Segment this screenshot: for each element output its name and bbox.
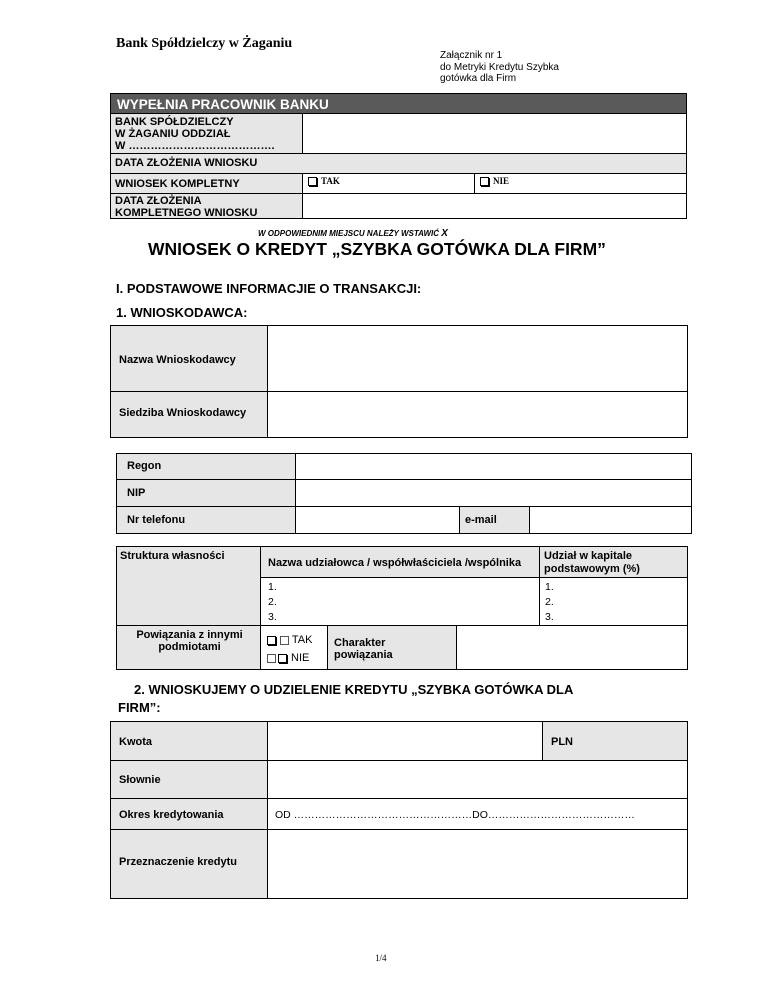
list-item: 3. [545,611,554,623]
instruction-text: W ODPOWIEDNIM MIEJSCU NALEŻY WSTAWIĆ [258,229,440,238]
relations-line: podmiotami [158,641,221,653]
list-item: 1. [545,581,554,593]
checkbox-icon[interactable] [267,636,276,645]
empty-square-icon [267,654,276,663]
no-option: NIE [493,176,510,186]
attachment-line: do Metryki Kredytu Szybka [440,61,559,73]
currency-label: PLN [551,736,573,748]
section2-title-line: 2. WNIOSKUJEMY O UDZIELENIE KREDYTU „SZYBKA GOTÓWKA DLA [134,682,574,697]
phone-label: Nr telefonu [127,514,186,526]
list-item: 2. [545,596,554,608]
nip-label-cell [116,479,296,507]
section1-title: I. PODSTAWOWE INFORMACJIE O TRANSAKCJI: [116,281,422,296]
phone-label-cell [116,506,296,534]
checkbox-icon[interactable] [308,177,317,186]
date-complete-label-cell [110,193,303,219]
relations-options [260,625,328,670]
applicant-name-label: Nazwa Wnioskodawcy [119,354,236,366]
list-item: 2. [268,596,277,608]
email-label: e-mail [465,514,497,526]
relations-label [117,629,262,653]
purpose-label: Przeznaczenie kredytu [119,856,237,868]
amount-label-cell [110,721,268,761]
branch-label [115,116,275,152]
attachment-note [440,50,559,85]
period-field[interactable] [267,798,688,830]
date-complete-field[interactable] [302,193,687,219]
share-values-field[interactable] [539,577,688,626]
nature-label [334,637,393,661]
complete-no-cell[interactable] [474,173,687,194]
currency-cell [542,721,688,761]
structure-label-cell [116,546,261,626]
list-item: 1. [268,581,277,593]
nip-field[interactable] [295,479,692,507]
regon-label: Regon [127,460,162,472]
complete-label-cell [110,173,303,194]
applicant-seat-label-cell [110,391,268,438]
date-submitted-label: DATA ZŁOŻENIA WNIOSKU [115,157,258,169]
complete-label: WNIOSEK KOMPLETNY [115,178,240,190]
email-field[interactable] [529,506,692,534]
period-label: Okres kredytowania [119,809,224,821]
words-label-cell [110,760,268,799]
branch-label-cell [110,113,303,154]
structure-label: Struktura własności [120,550,225,562]
applicant-seat-label: Siedziba Wnioskodawcy [119,407,247,419]
attachment-line: gotówka dla Firm [440,73,517,84]
checkbox-icon[interactable] [480,177,489,186]
list-item: 3. [268,611,277,623]
empty-square-icon [280,636,289,645]
shareholder-names-field[interactable] [260,577,540,626]
date-complete-line: DATA ZŁOŻENIA [115,195,202,207]
relations-yes-label: TAK [291,634,313,646]
applicant-seat-field[interactable] [267,391,688,438]
shareholder-header [260,546,540,578]
yes-option: TAK [321,176,340,186]
share-header [539,546,688,578]
attachment-line: Załącznik nr 1 [440,50,503,61]
branch-line: W …………………………………. [115,140,275,152]
relations-no[interactable] [267,649,327,667]
relations-no-label: NIE [291,652,310,664]
phone-field[interactable] [295,506,460,534]
applicant-title: 1. WNIOSKODAWCA: [116,305,248,320]
purpose-field[interactable] [267,829,688,899]
branch-line: BANK SPÓŁDZIELCZY [115,116,234,128]
page-number: 1/4 [375,953,387,963]
nip-label: NIP [127,487,146,499]
checkbox-icon[interactable] [278,654,287,663]
regon-field[interactable] [295,453,692,480]
amount-label: Kwota [119,736,152,748]
period-value: OD ……………………………………………DO…………………………………… [275,809,635,821]
relations-yes[interactable] [267,631,327,649]
branch-field[interactable] [302,113,687,154]
nature-line: Charakter [334,637,386,649]
section2-title [118,681,573,717]
complete-yes-cell[interactable] [302,173,475,194]
regon-label-cell [116,453,296,480]
date-submitted-row [110,153,687,174]
section2-title-line: FIRM”: [118,700,161,715]
period-label-cell [110,798,268,830]
amount-field[interactable] [267,721,543,761]
nature-line: powiązania [334,649,393,661]
date-complete-label [115,195,257,219]
share-col-line: podstawowym (%) [544,563,640,575]
applicant-name-label-cell [110,325,268,392]
email-label-cell [459,506,530,534]
instruction-mark: X [441,228,448,239]
share-col-line: Udział w kapitale [544,550,633,562]
share-col-label [544,550,640,576]
relations-label-cell [116,625,261,670]
nature-label-cell [327,625,457,670]
purpose-label-cell [110,829,268,899]
nature-field[interactable] [456,625,688,670]
bank-section-title: WYPEŁNIA PRACOWNIK BANKU [110,93,687,114]
shareholder-col-label: Nazwa udziałowca / współwłaściciela /wspólnika [268,557,522,569]
relations-line: Powiązania z innymi [136,629,243,641]
instruction [258,228,448,239]
amount-words-field[interactable] [267,760,688,799]
words-label: Słownie [119,774,161,786]
applicant-name-field[interactable] [267,325,688,392]
branch-line: W ŻAGANIU ODDZIAŁ [115,128,231,140]
date-complete-line: KOMPLETNEGO WNIOSKU [115,207,258,219]
bank-name: Bank Spółdzielczy w Żaganiu [116,36,293,51]
main-title: WNIOSEK O KREDYT „SZYBKA GOTÓWKA DLA FIRM” [148,239,606,259]
